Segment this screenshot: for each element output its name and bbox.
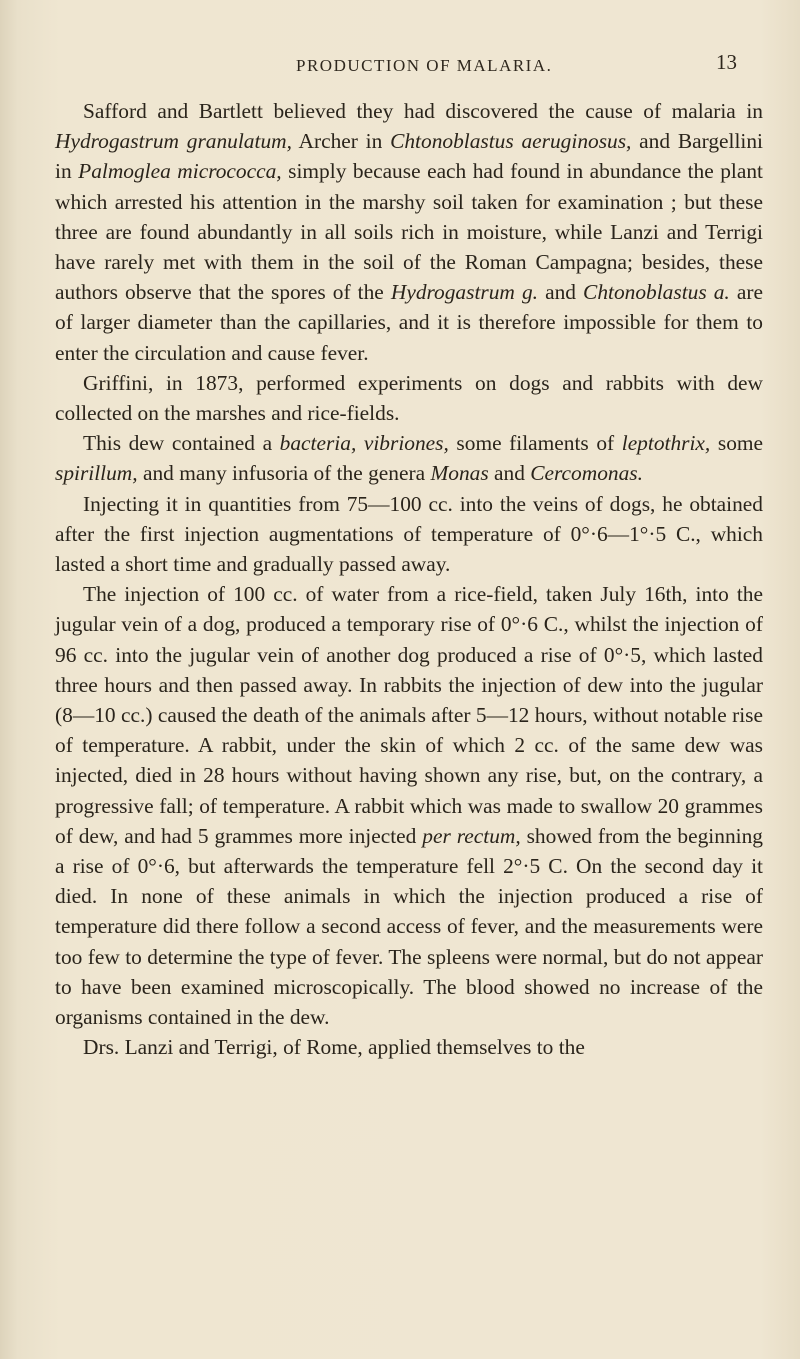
text-segment: Injecting it in quantities from 75—100 cc. into the veins of dogs, he obtained after the first injection augmentations of temperature of 0°·6—1°·5 C., which lasted a short time and gradually passed away. (55, 491, 763, 577)
italic-text-segment: bacteria, vibriones, (279, 431, 449, 456)
paragraph (55, 368, 763, 428)
text-segment: Drs. Lanzi and Terrigi, of Rome, applied themselves to the (83, 1035, 585, 1060)
text-segment: simply because each had found in abundance the plant which arrested his attention in the marshy soil taken for examination ; but these three are found abundantly in all soils rich in moisture, while Lanzi and Terrigi have rarely met with them in the soil of the Roman Campagna; besides, these authors observe that the spores of the (55, 159, 763, 305)
italic-text-segment: Chtonoblastus aeruginosus, (390, 129, 632, 154)
paragraph (55, 489, 763, 580)
text-segment: some (710, 431, 764, 456)
text-segment: Safford and Bartlett believed they had discovered the cause of malaria in (83, 99, 763, 123)
paragraph (55, 428, 763, 488)
text-segment: and (488, 461, 531, 486)
text-segment: are of larger diameter than the capillaries, and it is therefore impossible for them to enter the circulation and cause fever. (55, 280, 763, 365)
paragraph (55, 1032, 763, 1062)
text-segment: The injection of 100 cc. of water from a rice-field, taken July 16th, into the jugular vein of a dog, produced a temporary rise of 0°·6 C., whilst the injection of 96 cc. into the jugular vein of another dog produced a rise of 0°·5, which lasted three hours and then passed away. In rabbits the injection of dew into the jugular (8—10 cc.) caused the death of the animals after 5—12 hours, without notable rise of temperature. A rabbit, under the skin of which 2 cc. of the same dew was injected, died in 28 hours without having shown any rise, but, on the contrary, a progressive fall; of temperature. A rabbit which was made to swallow 20 grammes of dew, and had 5 grammes more injected (55, 582, 763, 848)
text-segment: This dew contained a (83, 431, 280, 456)
text-segment: and Bargellini in (55, 129, 763, 184)
page-header (0, 50, 800, 86)
italic-text-segment: spirillum, (55, 461, 138, 486)
running-title: PRODUCTION OF MALARIA. (296, 56, 553, 75)
italic-text-segment: Chtonoblastus a. (583, 280, 730, 305)
italic-text-segment: Hydrogastrum g. (390, 280, 538, 305)
text-segment: and many infusoria of the genera (137, 461, 431, 486)
italic-text-segment: Monas (430, 461, 489, 486)
italic-text-segment: leptothrix, (621, 431, 711, 456)
italic-text-segment: Palmoglea micrococca, (78, 159, 282, 184)
body-text (55, 96, 763, 1063)
paragraph (55, 96, 763, 368)
text-segment: some filaments of (448, 431, 622, 456)
text-segment: Griffini, in 1873, performed experiments on dogs and rabbits with dew collected on the marshes and rice-fields. (55, 370, 763, 426)
italic-text-segment: per rectum, (422, 823, 521, 848)
italic-text-segment: Hydrogastrum granulatum, (55, 129, 292, 154)
paragraph (55, 579, 763, 1032)
text-segment: Archer in (291, 129, 391, 154)
text-segment: and (538, 280, 584, 305)
italic-text-segment: Cercomonas. (530, 461, 643, 486)
text-segment: showed from the beginning a rise of 0°·6, but afterwards the temperature fell 2°·5 C. On the second day it died. In none of these animals in which the injection produced a rise of temperature did there follow a second access of fever, and the measurements were too few to determine the type of fever. The spleens were normal, but do not appear to have been examined microscopically. The blood showed no increase of the organisms contained in the dew. (55, 823, 763, 1030)
page-number: 13 (716, 50, 737, 74)
